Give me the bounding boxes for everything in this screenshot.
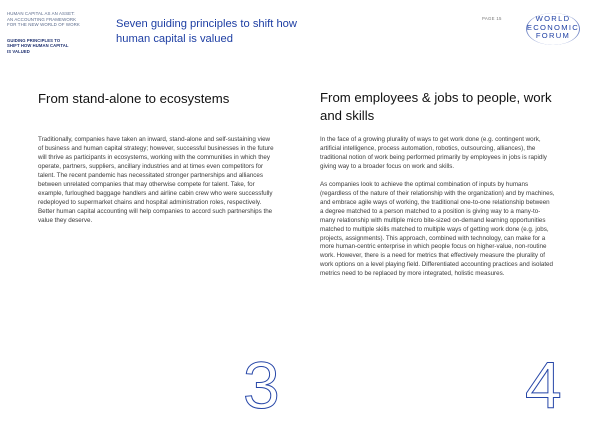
paragraph-line: giving way to a broader focus on work and skills.: [320, 162, 455, 170]
document-subtitle-line: FOR THE NEW WORLD OF WORK: [7, 22, 80, 28]
principle-4-heading: [320, 89, 560, 125]
paragraph-line: work options on a level playing field. Differentiated accounting practices and isolated: [320, 261, 554, 269]
section-label-line: GUIDING PRINCIPLES TO: [7, 38, 61, 43]
paragraph-line: (regardless of the nature of their relationship with the organization) and by machines,: [320, 189, 555, 197]
principle-4-body: [320, 136, 560, 279]
paragraph-line: matched to multiple skills matched to multiple ways of getting work done (e.g. jobs,: [320, 225, 549, 233]
section-label: [7, 38, 117, 54]
paragraph-line: a degree matched to a person matched to a position is giving way to a many-to-: [320, 207, 541, 215]
paragraph-line: more human-centric enterprise in which people focus on higher-value, non-routine: [320, 243, 547, 251]
paragraph-line: many relationship with multiple micro bite-sized on-demand learning opportunities: [320, 216, 546, 224]
logo-line: FORUM: [535, 31, 571, 41]
principle-4-paragraph-2: [320, 181, 560, 279]
paragraph-line: talent. The recent pandemic has necessitated stronger partnerships and alliances: [38, 171, 264, 179]
heading-line: From employees & jobs to people, work: [320, 90, 552, 105]
paragraph-line: traditional notion of work being performed primarily by employees in jobs is rapidly: [320, 153, 547, 161]
paragraph-line: work. However, there is a need for metrics that effectively measure the plurality of: [320, 252, 545, 260]
document-subtitle-line: AN ACCOUNTING FRAMEWORK: [7, 16, 77, 22]
chapter-title: [116, 17, 306, 46]
paragraph-line: between unrelated companies that may otherwise compete for talent. Take, for: [38, 180, 255, 188]
paragraph-line: of business and human capital strategy; however, successful businesses in the future: [38, 144, 274, 152]
paragraph-line: value they deserve.: [38, 216, 93, 224]
paragraph-line: will thrive as participants in ecosystems, working with the communities in which they: [38, 153, 271, 161]
paragraph-line: and embrace agile ways of working, the traditional one-to-one relationship between: [320, 198, 550, 206]
principle-3-number: 3: [243, 348, 280, 422]
paragraph-line: As companies look to achieve the optimal combination of inputs by humans: [320, 180, 529, 188]
section-label-line: IS VALUED: [7, 48, 30, 54]
document-subtitle-line: HUMAN CAPITAL AS AN ASSET:: [7, 11, 75, 16]
principle-3-heading: From stand-alone to ecosystems: [38, 91, 230, 106]
paragraph-line: Traditionally, companies have taken an inward, stand-alone and self-sustaining view: [38, 136, 271, 143]
chapter-title-line: Seven guiding principles to shift how: [116, 18, 297, 30]
principle-3-paragraph: [38, 136, 288, 226]
heading-line: and skills: [320, 108, 375, 123]
paragraph-line: artificial intelligence, process automation, robotics, outsourcing, alliances), the: [320, 144, 536, 152]
logo-arc-icon: [526, 13, 580, 45]
paragraph-gap: [320, 172, 560, 181]
world-economic-forum-logo: [521, 15, 585, 41]
paragraph-line: redeployed to supermarket chains and hospital administration roles, respectively.: [38, 198, 262, 206]
paragraph-line: Better human capital accounting will help companies to accord such partnerships the: [38, 207, 273, 215]
paragraph-line: operate, partners, suppliers, ancillary industries and at times even competitors for: [38, 162, 264, 170]
logo-line: WORLD: [535, 14, 571, 23]
principle-4-number: 4: [525, 348, 562, 422]
paragraph-line: example, furloughed baggage handlers and airline cabin crew who were successfully: [38, 189, 273, 197]
document-subtitle: [7, 11, 117, 28]
chapter-title-line: human capital is valued: [116, 32, 233, 45]
principle-4-paragraph-1: [320, 136, 560, 172]
section-label-line: SHIFT HOW HUMAN CAPITAL: [7, 43, 69, 49]
logo-line: ECONOMIC: [526, 22, 580, 32]
paragraph-line: metrics need to be replaced by more integrated, holistic measures.: [320, 270, 505, 278]
paragraph-line: projects, assignments). This approach, combined with technology, can make for a: [320, 234, 546, 242]
paragraph-line: In the face of a growing plurality of ways to get work done (e.g. contingent work,: [320, 136, 541, 143]
page-number: PAGE 15: [482, 16, 502, 21]
